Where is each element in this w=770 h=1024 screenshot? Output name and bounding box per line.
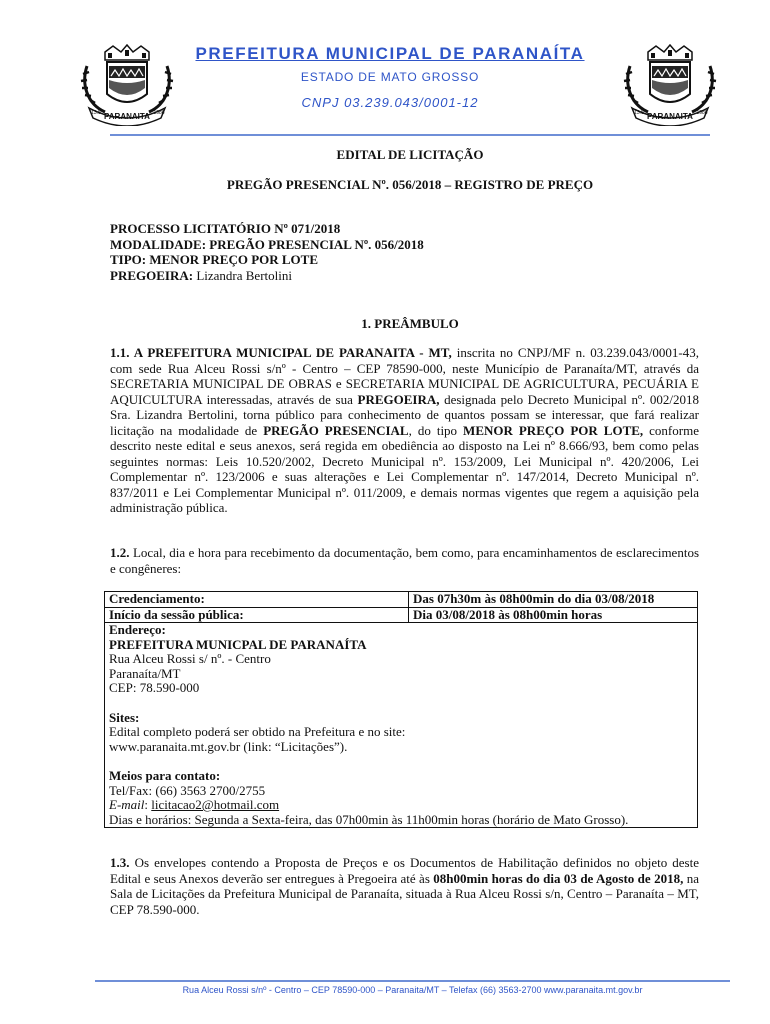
municipality-title: PREFEITURA MUNICIPAL DE PARANAÍTA bbox=[195, 44, 585, 63]
footer-divider bbox=[95, 980, 730, 982]
cnpj-number: CNPJ 03.239.043/0001-12 bbox=[301, 95, 479, 110]
paragraph-lead: 1.1. A PREFEITURA MUNICIPAL DE PARANAITA - MT, bbox=[110, 345, 452, 360]
process-number: PROCESSO LICITATÓRIO Nº 071/2018 bbox=[110, 221, 341, 236]
address-city: Paranaíta/MT bbox=[109, 665, 181, 681]
header-divider bbox=[110, 134, 710, 136]
pregoeira-name: Lizandra Bertolini bbox=[193, 267, 292, 283]
crest-year-right: 1986 bbox=[153, 110, 165, 116]
modality: MODALIDADE: PREGÃO PRESENCIAL Nº. 056/2018 bbox=[110, 236, 424, 252]
paragraph-text: designada pelo Decreto Municipal nº. 002/2018 Sra. Lizandra Bertolini, torna público para conhecimento de quantos possam se interessar, que fará realizar licitação na modalidade de bbox=[110, 391, 699, 438]
type: TIPO: MENOR PREÇO POR LOTE bbox=[110, 252, 319, 267]
sites-label: Sites: bbox=[109, 709, 140, 725]
sites-url: www.paranaita.mt.gov.br (link: “Licitações”). bbox=[109, 738, 348, 754]
session-start-label: Início da sessão pública: bbox=[105, 607, 409, 623]
pregoeira-line bbox=[110, 268, 424, 284]
edital-subtitle: PREGÃO PRESENCIAL Nº. 056/2018 – REGISTRO DE PREÇO bbox=[226, 177, 594, 192]
paragraph-emphasis: PREGOEIRA, bbox=[357, 391, 440, 407]
session-start-value: Dia 03/08/2018 às 08h00min horas bbox=[409, 607, 698, 623]
paragraph-text: inscrita no CNPJ/MF n. 03.239.043/0001-43, com sede Rua Alceu Rossi s/nº - Centro – CEP 78590-000, neste Município de Paranaíta/MT, através da SECRETARIA MUNICIPAL DE OBRAS e SECRETARIA MUNICIPAL DE AGRICULTURA, PECUÁRIA E AQUICULTURA interessadas, através de sua bbox=[110, 345, 699, 407]
schedule-table bbox=[104, 591, 698, 828]
paragraph-1-1 bbox=[110, 345, 699, 516]
paragraph-1-3 bbox=[110, 855, 699, 917]
table-row bbox=[105, 607, 698, 623]
paragraph-lead: 1.2. bbox=[110, 545, 130, 560]
sites-description: Edital completo poderá ser obtido na Prefeitura e no site: bbox=[109, 724, 406, 739]
credenciamento-value: Das 07h30m às 08h00min do dia 03/08/2018 bbox=[409, 592, 698, 608]
email-separator: : bbox=[144, 797, 152, 812]
table-row bbox=[105, 592, 698, 608]
edital-title: EDITAL DE LICITAÇÃO bbox=[336, 147, 484, 162]
crest-year-left: 13.5 bbox=[91, 110, 101, 116]
crest-year-right: 1986 bbox=[696, 110, 708, 116]
paragraph-emphasis: MENOR PREÇO POR LOTE, bbox=[463, 422, 644, 438]
crest-banner-text: PARANAITA bbox=[104, 112, 150, 121]
state-name: ESTADO DE MATO GROSSO bbox=[300, 70, 480, 84]
contact-phone: Tel/Fax: (66) 3563 2700/2755 bbox=[109, 782, 266, 798]
paragraph-text: , do tipo bbox=[408, 422, 464, 438]
footer-address: Rua Alceu Rossi s/nº - Centro – CEP 78590-000 – Paranaita/MT – Telefax (66) 3563-2700 www.paranaita.mt.gov.br bbox=[182, 985, 643, 995]
paragraph-text: na Sala de Licitações da Prefeitura Municipal de Paranaíta, situada à Rua Alceu Rossi s/n, Centro – Paranaíta – MT, CEP 78.590-000. bbox=[110, 870, 699, 917]
paragraph-text: conforme descrito neste edital e seus anexos, será regida em obediência ao disposto na Lei nº 8.666/93, bem como pelas seguintes normas: Leis 10.520/2002, Decreto Municipal nº. 153/2009, Lei Municipal nº. 420/2006, Lei Complementar nº. 123/2006 e suas alterações e Lei Complementar nº. 147/2014, Decreto Municipal nº. 837/2011 e Lei Complementar Municipal nº. 011/2009, e demais normas vigentes que regem a aquisição pela administração pública. bbox=[110, 422, 699, 515]
paragraph-emphasis: 08h00min horas do dia 03 de Agosto de 2018, bbox=[433, 870, 684, 886]
table-row bbox=[105, 623, 698, 828]
pregoeira-label: PREGOEIRA: bbox=[110, 267, 194, 283]
contact-hours: Dias e horários: Segunda a Sexta-feira, das 07h00min às 11h00min horas (horário de Mato Grosso). bbox=[109, 811, 629, 827]
address-street: Rua Alceu Rossi s/ nº. - Centro bbox=[109, 651, 271, 666]
email-label: E-mail bbox=[109, 797, 145, 812]
paragraph-emphasis: PREGÃO PRESENCIAL bbox=[263, 422, 409, 438]
crest-banner-text: PARANAITA bbox=[647, 112, 693, 121]
paragraph-lead: 1.3. bbox=[110, 855, 130, 870]
contact-details-cell bbox=[105, 623, 698, 828]
municipal-crest-right bbox=[620, 44, 720, 126]
address-cep: CEP: 78.590-000 bbox=[109, 680, 200, 695]
contact-label: Meios para contato: bbox=[109, 768, 221, 783]
paragraph-1-2 bbox=[110, 545, 699, 576]
section-heading-preambulo: 1. PREÂMBULO bbox=[361, 316, 459, 331]
credenciamento-label: Credenciamento: bbox=[105, 592, 409, 608]
process-metadata bbox=[110, 221, 424, 283]
address-name: PREFEITURA MUNICPAL DE PARANAÍTA bbox=[109, 636, 367, 652]
paragraph-text: Local, dia e hora para recebimento da documentação, bem como, para encaminhamentos de esclarecimentos e congêneres: bbox=[110, 545, 699, 576]
address-label: Endereço: bbox=[109, 622, 166, 637]
email-link[interactable]: licitacao2@hotmail.com bbox=[151, 797, 280, 812]
contact-email-line bbox=[109, 798, 693, 813]
paragraph-text: Os envelopes contendo a Proposta de Preços e os Documentos de Habilitação definidos no objeto deste Edital e seus Anexos deverão ser entregues à Pregoeira até às bbox=[110, 855, 699, 886]
crest-year-left: 13.5 bbox=[634, 110, 644, 116]
